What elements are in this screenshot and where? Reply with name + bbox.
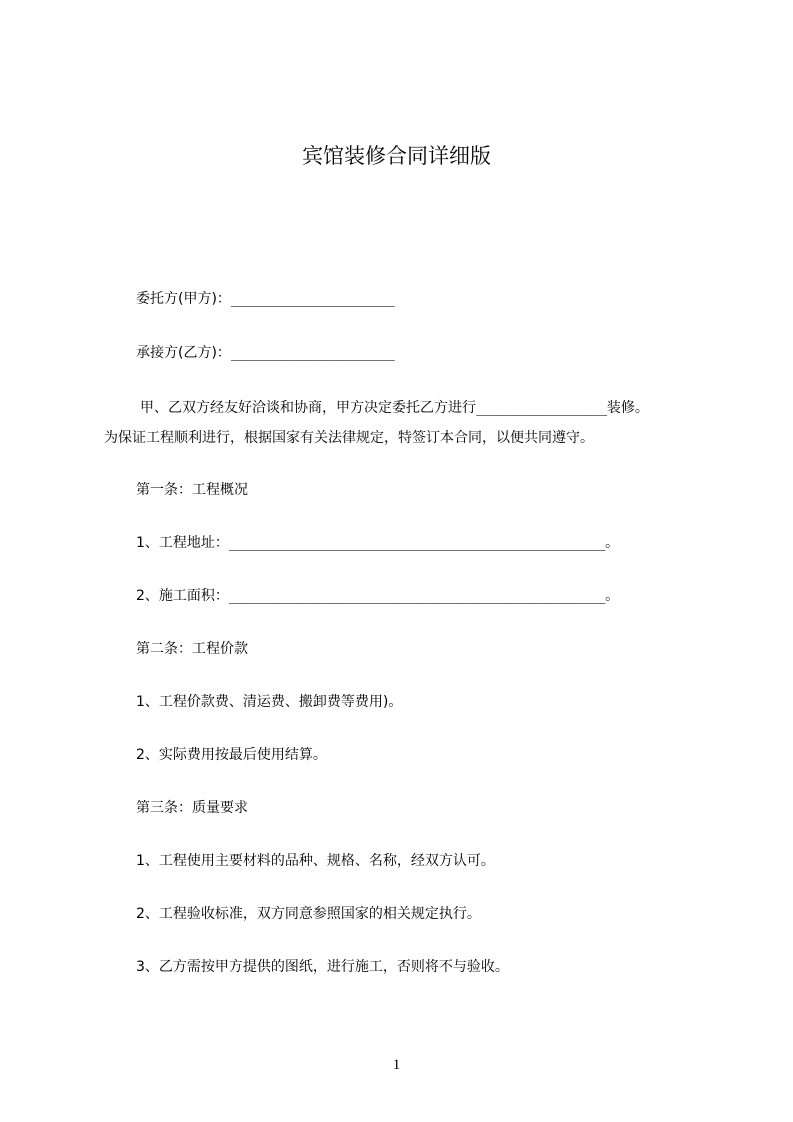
document-title: 宾馆装修合同详细版 [302,144,491,168]
address-end: 。 [605,535,620,551]
article3-heading: 第三条：质量要求 [136,800,248,816]
article1-item-address [136,532,619,554]
intro-text-post: 装修。 [606,400,649,416]
intro-project-blank: ________________ [476,400,607,416]
page-number: 1 [392,1057,401,1073]
article3-item1: 1、工程使用主要材料的品种、规格、名称，经双方认可。 [136,853,495,869]
article2-item1: 1、工程价款费、清运费、搬卸费等费用)。 [136,694,403,710]
article2-heading: 第二条：工程价款 [136,641,248,657]
article3-item3: 3、乙方需按甲方提供的图纸，进行施工，否则将不与验收。 [136,959,509,975]
article3-item2: 2、工程验收标准，双方同意参照国家的相关规定执行。 [136,906,481,922]
party-b-label: 承接方(乙方)： [136,345,231,361]
area-blank: ______________________________________________ [228,588,606,604]
intro-text-pre: 甲、乙双方经友好洽谈和协商，甲方决定委托乙方进行 [140,400,476,416]
area-end: 。 [605,588,620,604]
party-b-blank: ____________________ [230,345,395,361]
area-label: 2、施工面积： [136,588,229,604]
party-b-line [136,342,395,364]
intro-paragraph-line2: 为保证工程顺利进行，根据国家有关法律规定，特签订本合同，以便共同遵守。 [104,430,594,446]
party-a-label: 委托方(甲方)： [136,291,231,307]
party-a-line [136,288,395,310]
party-a-blank: ____________________ [230,291,395,307]
intro-paragraph-line1 [140,397,649,419]
article1-heading: 第一条：工程概况 [136,482,248,498]
address-blank: ______________________________________________ [228,535,606,551]
article2-item2: 2、实际费用按最后使用结算。 [136,747,327,763]
address-label: 1、工程地址： [136,535,229,551]
article1-item-area [136,585,619,607]
